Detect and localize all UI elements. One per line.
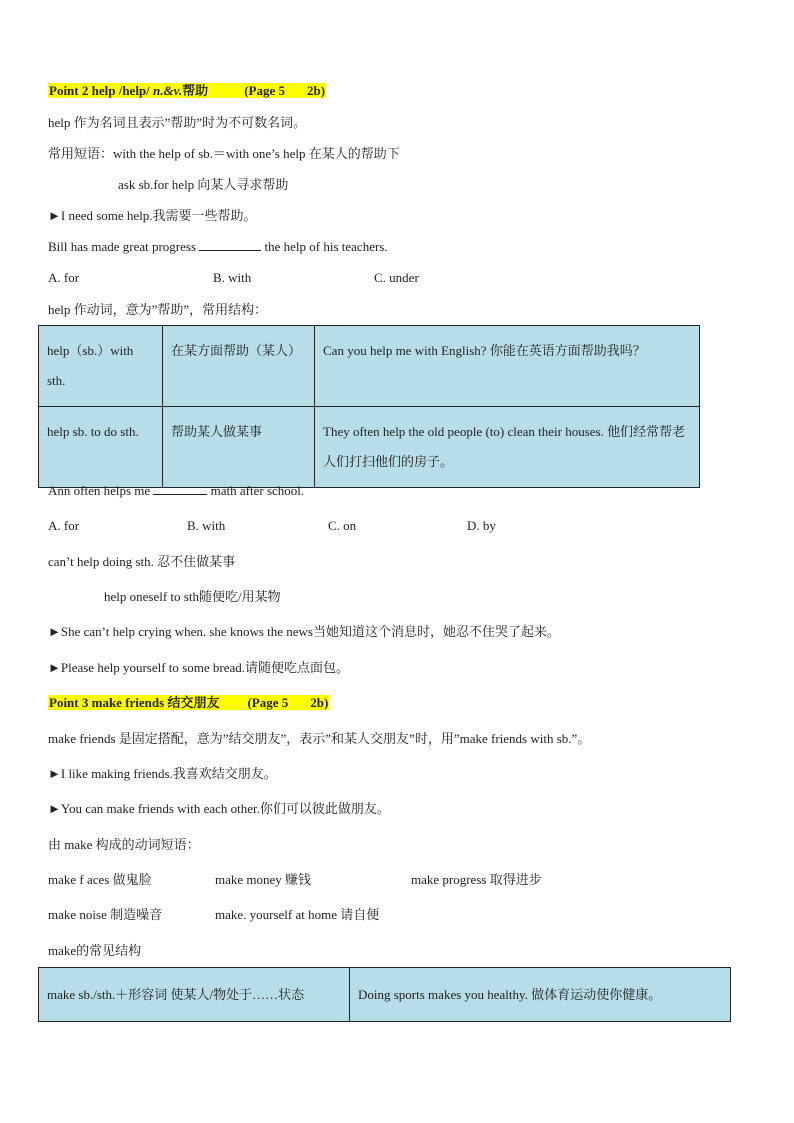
table-cell: Doing sports makes you healthy. 做体育运动使你健康。 bbox=[350, 968, 731, 1022]
point2-heading-title: Point 2 help /help/ bbox=[49, 83, 154, 98]
point3-heading-highlight bbox=[48, 695, 329, 710]
help-structures-table bbox=[38, 325, 700, 488]
point2-heading-highlight bbox=[48, 83, 326, 98]
table-cell: They often help the old people (to) clean their houses. 他们经常帮老人们打扫他们的房子。 bbox=[315, 407, 700, 488]
exercise-1-option-b: B. with bbox=[213, 270, 252, 285]
table-row bbox=[39, 968, 731, 1022]
table-cell: help（sb.）with sth. bbox=[39, 326, 163, 407]
point3-heading-title: Point 3 make friends 结交朋友 bbox=[49, 695, 220, 710]
point2-exercise-2 bbox=[48, 482, 304, 500]
point3-example-2: ►You can make friends with each other.你们可以彼此做朋友。 bbox=[48, 801, 390, 816]
table-cell: 帮助某人做某事 bbox=[163, 407, 315, 488]
table-cell: 在某方面帮助（某人） bbox=[163, 326, 315, 407]
point3-heading-page: (Page 5 bbox=[247, 695, 289, 710]
exercise-2-option-a: A. for bbox=[48, 518, 80, 533]
point2-verb-note: help 作动词，意为”帮助”，常用结构： bbox=[48, 302, 268, 317]
point2-example-3: ►Please help yourself to some bread.请随便吃点面包。 bbox=[48, 660, 349, 675]
make-phrase: make f aces 做鬼脸 bbox=[48, 872, 152, 887]
point2-exercise-1 bbox=[48, 238, 388, 256]
make-structures-title: make的常见结构 bbox=[48, 943, 142, 958]
point3-note: make friends 是固定搭配，意为”结交朋友”，表示”和某人交朋友”时，用”make friends with sb.”。 bbox=[48, 731, 591, 746]
make-phrase: make. yourself at home 请自便 bbox=[215, 907, 380, 922]
point3-heading bbox=[48, 694, 329, 712]
help-oneself-phrase: help oneself to sth随便吃/用某物 bbox=[104, 589, 281, 604]
make-phrase: make progress 取得进步 bbox=[411, 872, 542, 887]
point2-phrases-2: ask sb.for help 向某人寻求帮助 bbox=[118, 177, 289, 192]
exercise-2-blank bbox=[153, 482, 207, 495]
point2-example-2: ►She can’t help crying when. she knows the news当她知道这个消息时，她忍不住哭了起来。 bbox=[48, 624, 560, 639]
point2-phrases-1: 常用短语：with the help of sb.＝with one’s help 在某人的帮助下 bbox=[48, 146, 400, 161]
make-phrases-title: 由 make 构成的动词短语： bbox=[48, 837, 200, 852]
make-phrase: make money 赚钱 bbox=[215, 872, 312, 887]
exercise-2-question-start: Ann often helps me bbox=[48, 483, 151, 498]
point2-heading-ref: 2b) bbox=[306, 83, 326, 98]
point2-heading-pos: n.&v. bbox=[153, 83, 183, 98]
table-cell: help sb. to do sth. bbox=[39, 407, 163, 488]
point3-example-1: ►I like making friends.我喜欢结交朋友。 bbox=[48, 766, 277, 781]
exercise-2-question-end: math after school. bbox=[210, 483, 305, 498]
point2-heading-meaning: 帮助 bbox=[182, 83, 209, 98]
exercise-1-option-c: C. under bbox=[374, 270, 419, 285]
exercise-2-option-d: D. by bbox=[467, 518, 496, 533]
exercise-1-question-end: the help of his teachers. bbox=[264, 239, 388, 254]
point2-example-1: ►I need some help.我需要一些帮助。 bbox=[48, 208, 257, 223]
point2-noun-note: help 作为名词且表示”帮助”时为不可数名词。 bbox=[48, 115, 307, 130]
point3-heading-ref: 2b) bbox=[310, 695, 329, 710]
make-structures-table bbox=[38, 967, 731, 1022]
exercise-1-blank bbox=[199, 238, 261, 251]
table-row bbox=[39, 326, 700, 407]
exercise-1-option-a: A. for bbox=[48, 270, 80, 285]
table-cell: make sb./sth.＋形容词 使某人/物处于……状态 bbox=[39, 968, 350, 1022]
exercise-2-option-b: B. with bbox=[187, 518, 226, 533]
exercise-1-question-start: Bill has made great progress bbox=[48, 239, 197, 254]
table-cell: Can you help me with English? 你能在英语方面帮助我吗？ bbox=[315, 326, 700, 407]
table-row bbox=[39, 407, 700, 488]
cant-help-phrase: can’t help doing sth. 忍不住做某事 bbox=[48, 554, 236, 569]
point2-heading bbox=[48, 82, 326, 100]
point2-heading-page: (Page 5 bbox=[244, 83, 285, 98]
make-phrase: make noise 制造噪音 bbox=[48, 907, 163, 922]
exercise-2-option-c: C. on bbox=[328, 518, 357, 533]
